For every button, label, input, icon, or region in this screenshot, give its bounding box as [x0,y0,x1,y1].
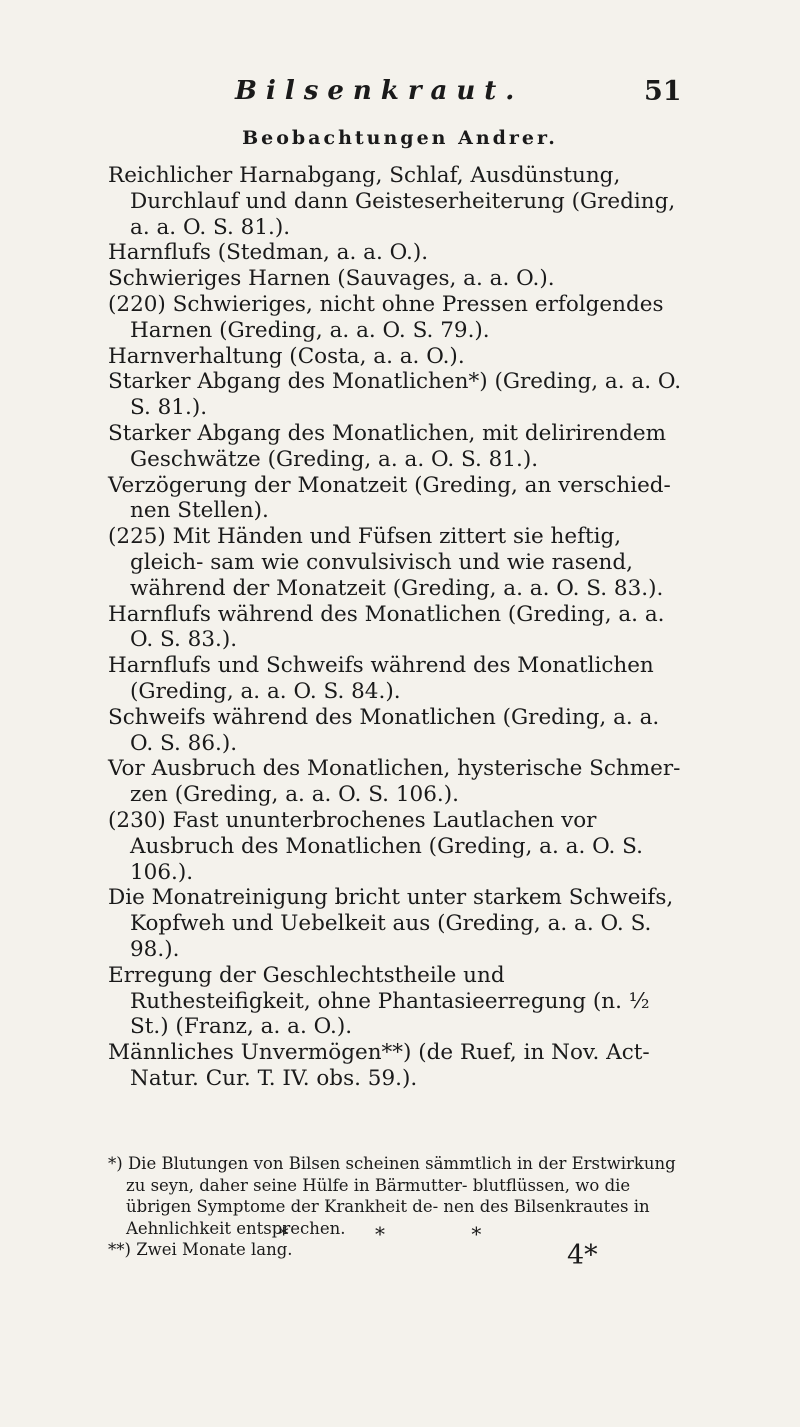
running-head [0,76,800,120]
symptom-entry: Erregung der Geschlechtstheile und Ruthesteifigkeit, ohne Phantasieerregung (n. ½ St.) (Franz, a. a. O.). [108,962,650,1040]
symptom-entry: (230) Fast ununterbrochenes Lautlachen vor Ausbruch des Monatlichen (Greding, a. a. O. S. 106.). [108,807,643,885]
symptom-entry: Starker Abgang des Monatlichen*) (Greding, a. a. O. S. 81.). [108,369,682,421]
symptom-list [108,163,683,1092]
symptom-entry: Schweifs während des Monatlichen (Greding, a. a. O. S. 86.). [108,704,660,756]
symptom-entry: (225) Mit Händen und Füfsen zittert sie heftig, gleich- sam wie convulsivisch und wie rasend, während der Monatzeit (Greding, a. a. O. S. 83.). [108,524,664,601]
symptom-entry: (220) Schwieriges, nicht ohne Pressen erfolgendes Harnen (Greding, a. a. O. S. 79.). [108,291,664,343]
symptom-entry: Verzögerung der Monatzeit (Greding, an verschied- nen Stellen). [108,472,671,524]
symptom-entry: Starker Abgang des Monatlichen, mit delirirendem Geschwätze (Greding, a. a. O. S. 81.). [108,420,666,472]
symptom-entry: Schwieriges Harnen (Sauvages, a. a. O.). [108,266,555,292]
symptom-entry: Harnverhaltung (Costa, a. a. O.). [108,343,465,369]
symptom-entry: Harnflufs und Schweifs während des Monatlichen (Greding, a. a. O. S. 84.). [108,653,654,704]
footnote: *) Die Blutungen von Bilsen scheinen sämmtlich in der Erstwirkung zu seyn, daher seine Hülfe in Bärmutter- blutflüssen, wo die übrigen Symptome der Krankheit de- nen des Bilsenkrautes in Aehnlichkeit entsprechen. [108,1154,676,1238]
symptom-entry: Männliches Unvermögen**) (de Ruef, in Nov. Act- Natur. Cur. T. IV. obs. 59.). [108,1040,650,1091]
symptom-entry: Vor Ausbruch des Monatlichen, hysterische Schmer- zen (Greding, a. a. O. S. 106.). [108,756,681,808]
symptom-entry: Harnflufs während des Monatlichen (Greding, a. a. O. S. 83.). [108,601,665,653]
ornament: * * * [278,1222,522,1246]
symptom-entry: Reichlicher Harnabgang, Schlaf, Ausdünstung, Durchlauf und dann Geisteserheiterung (Greding, a. a. O. S. 81.). [108,163,676,240]
symptom-entry: Die Monatreinigung bricht unter starkem Schweifs, Kopfweh und Uebelkeit aus (Greding, a. a. O. S. 98.). [108,885,674,962]
signature-mark: 4* [567,1240,598,1271]
symptom-entry: Harnflufs (Stedman, a. a. O.). [108,240,429,266]
footnote: **) Zwei Monate lang. [108,1240,293,1259]
section-heading: Beobachtungen Andrer. [242,127,558,149]
page-number: 51 [644,76,682,107]
running-title: Bilsenkraut. [235,76,524,106]
